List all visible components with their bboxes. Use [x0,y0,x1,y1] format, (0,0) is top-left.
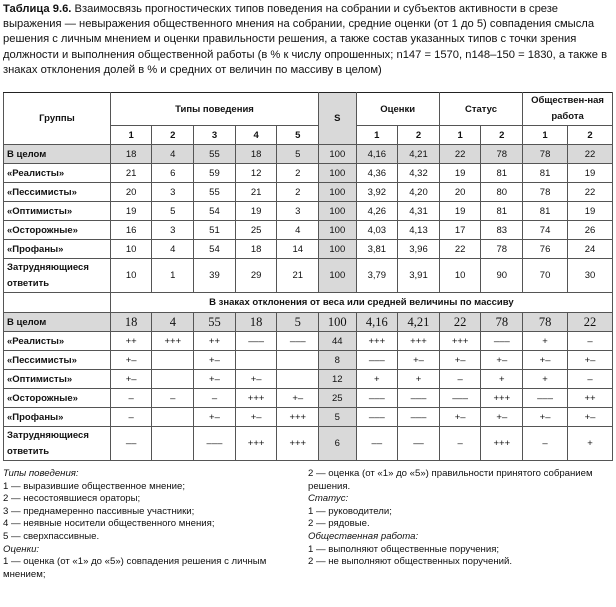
table-cell: 4,26 [356,202,398,221]
legend-line: 1 — выразившие общественное мнение; [3,480,186,492]
table-cell: 100 [319,183,356,202]
legend-line: Статус: [308,493,349,505]
table-cell: +++ [277,427,319,461]
table-cell: 19 [110,202,152,221]
table-cell: 10 [439,259,481,293]
table-cell: ––– [398,408,440,427]
table-cell [277,370,319,389]
table-cell: 18 [235,313,277,332]
section-title: В знаках отклонения от веса или средней величины по массиву [110,293,612,313]
table-cell: 4 [152,145,194,164]
table-cell: 4 [277,221,319,240]
header-status: Статус [439,93,522,126]
table-cell: 19 [568,164,613,183]
table-cell: +++ [481,389,523,408]
table-cell: 25 [235,221,277,240]
table-cell: 4,31 [398,202,440,221]
table-cell: 22 [568,313,613,332]
table-cell: ––– [356,389,398,408]
header-type-num: 1 [110,126,152,145]
table-cell: 19 [568,202,613,221]
header-social: Обществен-ная работа [523,93,613,126]
table-cell: 74 [523,221,568,240]
table-cell: 4,20 [398,183,440,202]
table-cell: 51 [194,221,236,240]
header-rating-num: 2 [398,126,440,145]
table-cell: 26 [568,221,613,240]
table-cell: 1 [152,259,194,293]
table-cell: – [523,427,568,461]
table-cell: 4,16 [356,313,398,332]
table-row [4,408,613,427]
table-cell: 14 [277,240,319,259]
section-empty-cell [4,293,111,313]
table-cell: 24 [568,240,613,259]
table-cell: 4,21 [398,145,440,164]
legend-line: 5 — сверхпассивные. [3,530,100,542]
table-cell: 6 [152,164,194,183]
table-cell: – [152,389,194,408]
table-cell: +– [568,351,613,370]
table-row [4,389,613,408]
table-cell: 78 [481,240,523,259]
table-cell: 17 [439,221,481,240]
table-cell: 5 [277,145,319,164]
table-cell: +++ [152,332,194,351]
table-cell: ++ [110,332,152,351]
table-cell: 100 [319,221,356,240]
header-s: S [319,93,356,145]
table-cell: 22 [439,240,481,259]
table-cell: 22 [439,145,481,164]
table-cell: 3 [152,221,194,240]
table-cell: ++ [568,389,613,408]
table-row [4,164,613,183]
table-cell: – [439,370,481,389]
header-rating-num: 1 [356,126,398,145]
table-cell: 78 [523,145,568,164]
legend [3,468,613,581]
row-group-name: «Осторожные» [4,389,111,408]
table-cell: 55 [194,313,236,332]
header-social-num: 2 [568,126,613,145]
table-cell: 81 [481,202,523,221]
table-cell: 22 [568,183,613,202]
legend-line: Общественная работа: [308,530,419,542]
table-cell: +– [235,408,277,427]
table-row [4,370,613,389]
table-cell: 18 [110,313,152,332]
table-cell: 20 [110,183,152,202]
table-cell: 12 [319,370,356,389]
table-cell: 4,32 [398,164,440,183]
table-cell: 2 [277,164,319,183]
table-cell: + [398,370,440,389]
table-cell [152,351,194,370]
table-row [4,351,613,370]
table-cell: 59 [194,164,236,183]
table-cell: 5 [152,202,194,221]
table-cell: 4,21 [398,313,440,332]
table-cell: 16 [110,221,152,240]
table-row [4,240,613,259]
table-cell: +– [523,408,568,427]
table-cell: 4,36 [356,164,398,183]
table-cell: – [194,389,236,408]
table-cell: 90 [481,259,523,293]
table-cell: +– [481,408,523,427]
table-cell: +++ [356,332,398,351]
table-cell: 81 [481,164,523,183]
table-row [4,332,613,351]
table-cell: – [568,370,613,389]
legend-line: 1 — выполняют общественные поручения; [308,543,500,555]
table-cell: +– [194,408,236,427]
table-cell: +– [110,370,152,389]
table-cell: 81 [523,164,568,183]
table-cell: +++ [481,427,523,461]
table-cell [152,427,194,461]
table-cell: 3,79 [356,259,398,293]
table-cell: 100 [319,240,356,259]
table-cell: –– [398,427,440,461]
table-cell [277,351,319,370]
table-cell: 78 [481,313,523,332]
table-cell: – [568,332,613,351]
table-row [4,202,613,221]
table-cell: ––– [356,351,398,370]
table-cell: 100 [319,145,356,164]
header-types: Типы поведения [110,93,318,126]
row-group-name: Затрудняющиеся ответить [4,259,111,293]
legend-line: 1 — оценка (от «1» до «5») совпадения решения с личным мнением; [3,556,267,580]
table-cell: 18 [235,145,277,164]
table-cell: 18 [235,240,277,259]
legend-line: 2 — рядовые. [308,518,370,530]
table-row [4,183,613,202]
table-cell: 55 [194,145,236,164]
table-cell: 22 [439,313,481,332]
table-cell: 76 [523,240,568,259]
legend-line: 2 — несостоявшиеся ораторы; [3,493,141,505]
table-cell: –– [110,427,152,461]
table-cell: ++ [194,332,236,351]
table-cell: – [110,389,152,408]
table-cell: 4,16 [356,145,398,164]
legend-line: 1 — руководители; [308,505,392,517]
table-cell [235,351,277,370]
table-row [4,221,613,240]
table-cell: 44 [319,332,356,351]
header-status-num: 1 [439,126,481,145]
table-row [4,427,613,461]
row-group-name: Затрудняющиеся ответить [4,427,111,461]
legend-line: 4 — неявные носители общественного мнения; [3,518,215,530]
row-group-name: «Профаны» [4,408,111,427]
table-cell: +– [398,351,440,370]
table-cell: +++ [398,332,440,351]
table-cell: – [439,427,481,461]
legend-right-column [308,468,613,581]
table-label: Таблица 9.6. [3,3,72,15]
table-cell: +– [235,370,277,389]
table-cell: +– [439,351,481,370]
table-cell: 3,81 [356,240,398,259]
row-group-name: «Реалисты» [4,164,111,183]
table-cell: +– [110,351,152,370]
header-social-num: 1 [523,126,568,145]
table-cell: – [110,408,152,427]
table-cell [152,408,194,427]
table-cell: 29 [235,259,277,293]
table-cell: ––– [481,332,523,351]
table-cell: 5 [319,408,356,427]
table-cell: 30 [568,259,613,293]
table-cell: 100 [319,202,356,221]
legend-line: 2 — оценка (от «1» до «5») правильности принятого собранием решения. [308,468,593,492]
table-cell: 81 [523,202,568,221]
table-cell: ––– [356,408,398,427]
header-groups: Группы [4,93,111,145]
header-type-num: 4 [235,126,277,145]
table-cell: +– [194,351,236,370]
legend-left-column [3,468,308,581]
table-cell: +– [277,389,319,408]
header-type-num: 2 [152,126,194,145]
table-cell: 39 [194,259,236,293]
table-cell: 3 [277,202,319,221]
table-cell: 78 [523,183,568,202]
table-cell: 10 [110,259,152,293]
table-cell: + [523,370,568,389]
section-row [4,293,613,313]
table-cell: 100 [319,313,356,332]
table-cell: 5 [277,313,319,332]
table-row [4,259,613,293]
header-type-num: 5 [277,126,319,145]
row-group-name: «Пессимисты» [4,183,111,202]
row-group-name: «Оптимисты» [4,370,111,389]
row-group-name: В целом [4,313,111,332]
table-cell: ––– [194,427,236,461]
row-group-name: «Реалисты» [4,332,111,351]
table-cell: +++ [439,332,481,351]
table-cell: +– [568,408,613,427]
table-cell: + [481,370,523,389]
table-cell: 10 [110,240,152,259]
table-cell: 20 [439,183,481,202]
table-cell: 19 [439,164,481,183]
table-row [4,145,613,164]
table-cell: 21 [235,183,277,202]
row-group-name: «Оптимисты» [4,202,111,221]
table-cell: 78 [481,145,523,164]
table-cell: + [568,427,613,461]
table-cell: 100 [319,259,356,293]
table-cell: 12 [235,164,277,183]
table-row [4,313,613,332]
table-cell: 80 [481,183,523,202]
table-cell: ––– [235,332,277,351]
caption-text: Взаимосвязь прогностических типов поведения на собрании и субъектов активности в срезе выражения — невыражения общественного мнения на собрании, средние оценки (от 1 до 5) совпадения смысла решения с личным мнением и оценки правильности решения, а также состав указанных типов с точки зрения должности и выполнения общественной работы (в % к числу опрошенных; n147 = 1570, n148–150 = 1830, а также в знаках отклонения долей в % и средних от величин по массиву в целом) [3,3,608,76]
table-cell: 55 [194,183,236,202]
table-cell: 4 [152,313,194,332]
table-cell: 19 [439,202,481,221]
header-ratings: Оценки [356,93,439,126]
table-cell: + [523,332,568,351]
table-cell: 19 [235,202,277,221]
legend-line: Оценки: [3,543,40,555]
table-cell: ––– [398,389,440,408]
row-group-name: «Осторожные» [4,221,111,240]
header-status-num: 2 [481,126,523,145]
table-cell: 25 [319,389,356,408]
table-cell: 54 [194,202,236,221]
row-group-name: В целом [4,145,111,164]
table-cell: ––– [523,389,568,408]
table-cell: 21 [277,259,319,293]
table-cell: +++ [235,389,277,408]
table-cell: 100 [319,164,356,183]
table-cell: +– [194,370,236,389]
legend-line: 2 — не выполняют общественных поручений. [308,556,512,568]
table-cell: 21 [110,164,152,183]
table-cell: +– [481,351,523,370]
table-cell: 54 [194,240,236,259]
table-cell: ––– [439,389,481,408]
data-table [3,92,613,461]
table-cell: 4,03 [356,221,398,240]
row-group-name: «Профаны» [4,240,111,259]
table-cell: 8 [319,351,356,370]
table-cell: 3,92 [356,183,398,202]
row-group-name: «Пессимисты» [4,351,111,370]
table-cell: +++ [235,427,277,461]
table-cell: 78 [523,313,568,332]
header-type-num: 3 [194,126,236,145]
legend-line: Типы поведения: [3,468,79,479]
table-cell: 18 [110,145,152,164]
table-cell: + [356,370,398,389]
legend-line: 3 — преднамеренно пассивные участники; [3,505,195,517]
table-cell: –– [356,427,398,461]
table-cell: 4,13 [398,221,440,240]
table-cell: 3,96 [398,240,440,259]
table-cell: +– [523,351,568,370]
table-cell: 2 [277,183,319,202]
table-cell: +++ [277,408,319,427]
table-cell: ––– [277,332,319,351]
table-cell: 4 [152,240,194,259]
table-cell: 3 [152,183,194,202]
table-cell: 3,91 [398,259,440,293]
table-cell: 83 [481,221,523,240]
table-cell: 22 [568,145,613,164]
table-cell: 70 [523,259,568,293]
table-caption [3,2,613,86]
table-cell [152,370,194,389]
table-cell: +– [439,408,481,427]
table-cell: 6 [319,427,356,461]
